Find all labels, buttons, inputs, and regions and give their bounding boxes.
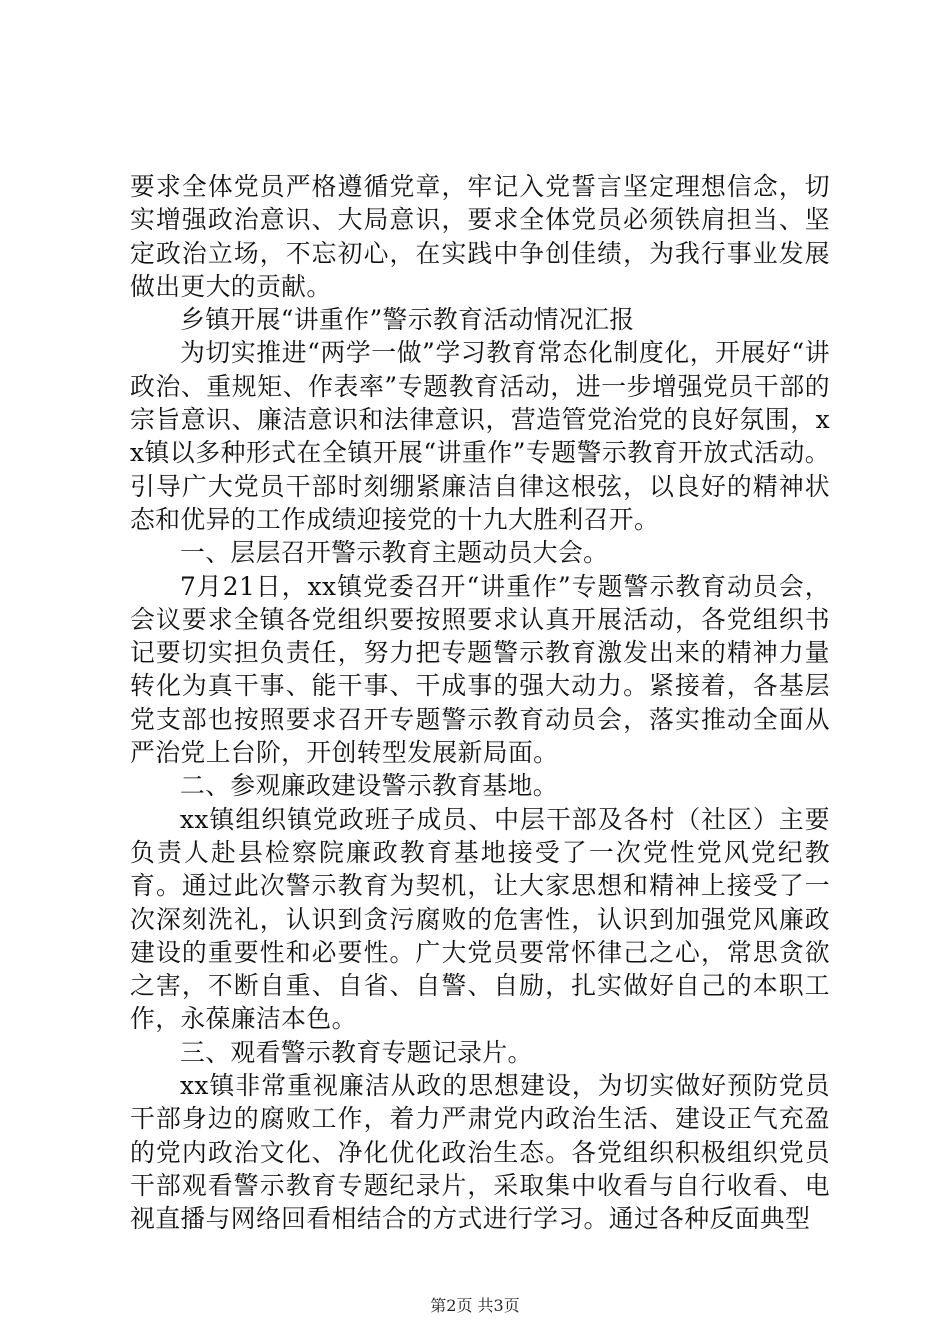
- paragraph-1: 要求全体党员严格遵循党章，牢记入党誓言坚定理想信念，切实增强政治意识、大局意识，要求全体党员必须铁肩担当、坚定政治立场，不忘初心，在实践中争创佳绩，为我行事业发展做出更大的贡献。: [130, 172, 830, 301]
- heading-one: 一、层层召开警示教育主题动员大会。: [180, 538, 609, 568]
- paragraph-intro: 为切实推进“两学一做”学习教育常态化制度化，开展好“讲政治、重规矩、作表率”专题教育活动，进一步增强党员干部的宗旨意识、廉洁意识和法律意识，营造管党治党的良好氛围，xx镇以多种形式在全镇开展“讲重作”专题警示教育开放式活动。引导广大党员干部时刻绷紧廉洁自律这根弦，以良好的精神状态和优异的工作成绩迎接党的十九大胜利召开。: [130, 338, 830, 534]
- paragraph-meeting: 7月21日，xx镇党委召开“讲重作”专题警示教育动员会，会议要求全镇各党组织要按照要求认真开展活动，各党组织书记要切实担负责任，努力把专题警示教育激发出来的精神力量转化为真干事、能干事、干成事的强大动力。紧接着，各基层党支部也按照要求召开专题警示教育动员会，落实推动全面从严治党上台阶，开创转型发展新局面。: [130, 571, 830, 768]
- page-number-footer: 第2页 共3页: [430, 1296, 520, 1315]
- paragraph-visit: xx镇组织镇党政班子成员、中层干部及各村（社区）主要负责人赴县检察院廉政教育基地接受了一次党性党风党纪教育。通过此次警示教育为契机，让大家思想和精神上接受了一次深刻洗礼，认识到贪污腐败的危害性，认识到加强党风廉政建设的重要性和必要性。广大党员要常怀律己之心，常思贪欲之害，不断自重、自省、自警、自励，扎实做好自己的本职工作，永葆廉洁本色。: [130, 804, 830, 1034]
- heading-three: 三、观看警示教育专题记录片。: [180, 1037, 533, 1067]
- section-title: 乡镇开展“讲重作”警示教育活动情况汇报: [180, 305, 635, 335]
- heading-two: 二、参观廉政建设警示教育基地。: [180, 771, 558, 801]
- document-body: [130, 170, 830, 1236]
- paragraph-film: xx镇非常重视廉洁从政的思想建设，为切实做好预防党员干部身边的腐败工作，着力严肃党内政治生活、建设正气充盈的党内政治文化、净化优化政治生态。各党组织积极组织党员干部观看警示教育专题纪录片，采取集中收看与自行收看、电视直播与网络回看相结合的方式进行学习。通过各种反面典型: [130, 1071, 830, 1234]
